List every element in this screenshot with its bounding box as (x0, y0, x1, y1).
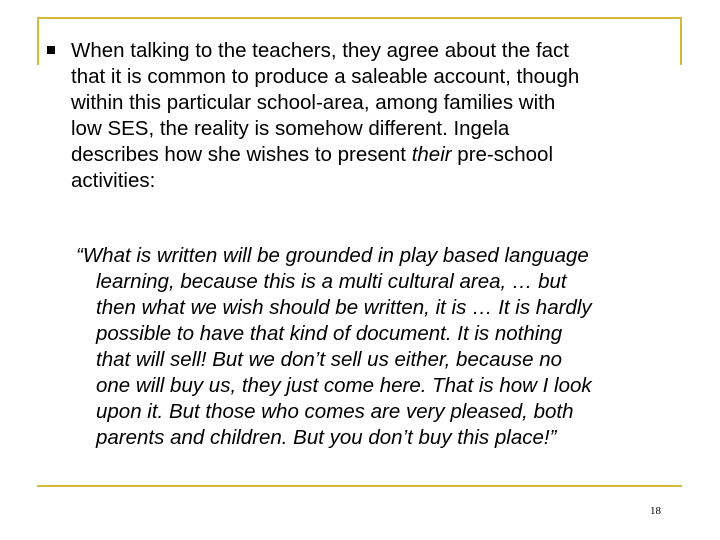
quote-line: possible to have that kind of document. It is nothing (96, 322, 563, 345)
quote-line: “What is written will be grounded in play based language (76, 244, 589, 267)
bullet-line (71, 142, 701, 168)
bullet-line: within this particular school-area, among families with (71, 91, 556, 114)
bullet-line: low SES, the reality is somehow different. Ingela (71, 117, 510, 140)
bullet-line: When talking to the teachers, they agree about the fact (71, 39, 570, 62)
bottom-rule (37, 485, 682, 487)
bullet-line: activities: (71, 169, 156, 192)
quote-line: then what we wish should be written, it is … It is hardly (96, 296, 592, 319)
teacher-quote (76, 243, 694, 451)
page-number: 18 (650, 505, 661, 517)
quote-line: that will sell! But we don’t sell us either, because no (96, 348, 563, 371)
emphasis-their: their (411, 143, 452, 166)
left-corner-rule (37, 17, 39, 65)
bullet-line-part: describes how she wishes to present (71, 143, 412, 166)
quote-line: upon it. But those who comes are very pleased, both (96, 400, 574, 423)
top-rule (37, 17, 682, 19)
quote-line: parents and children. But you don’t buy this place!” (96, 426, 557, 449)
quote-line: learning, because this is a multi cultural area, … but (96, 270, 567, 293)
bullet-paragraph (71, 38, 701, 194)
quote-line: one will buy us, they just come here. That is how I look (96, 374, 592, 397)
bullet-line-part: pre-school (451, 143, 554, 166)
bullet-line: that it is common to produce a saleable account, though (71, 65, 580, 88)
bullet-marker (47, 46, 55, 54)
